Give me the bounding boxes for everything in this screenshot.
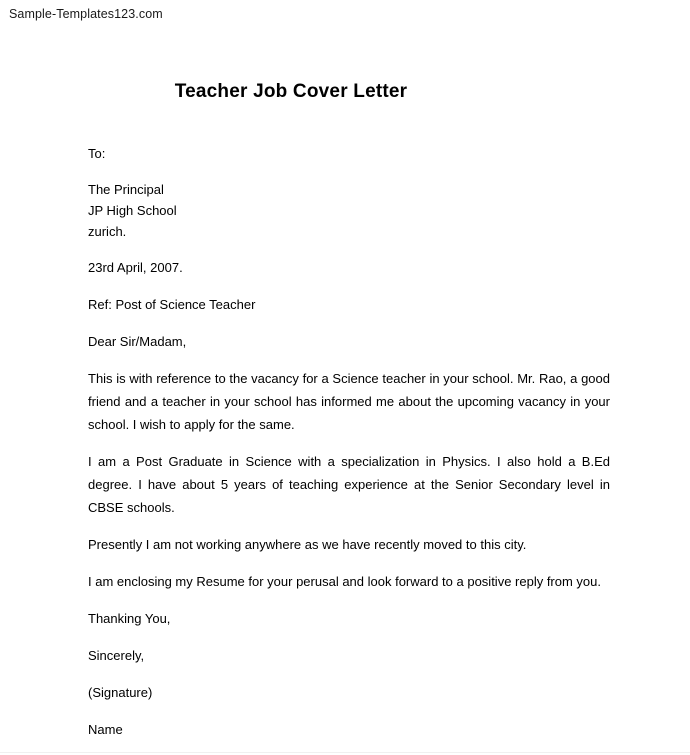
- site-watermark: Sample-Templates123.com: [9, 7, 163, 21]
- body-paragraph-1: This is with reference to the vacancy for a Science teacher in your school. Mr. Rao, a good friend and a teacher in your school has informed me about the upcoming vacancy in your school. I wish to apply for the same.: [88, 371, 610, 432]
- letter-reference: Ref: Post of Science Teacher: [88, 297, 256, 312]
- closing-sign-off: Sincerely,: [88, 648, 145, 663]
- closing-thanks: Thanking You,: [88, 611, 171, 626]
- signature-placeholder: (Signature): [88, 685, 153, 700]
- body-paragraph-2: I am a Post Graduate in Science with a specialization in Physics. I also hold a B.Ed degree. I have about 5 years of teaching experience at the Senior Secondary level in CBSE schools.: [88, 454, 610, 515]
- recipient-line-2: JP High School: [88, 203, 177, 218]
- recipient-to-label: To:: [88, 146, 106, 161]
- recipient-line-3: zurich.: [88, 224, 127, 239]
- page-title: Teacher Job Cover Letter: [174, 81, 408, 102]
- body-paragraph-3: Presently I am not working anywhere as we have recently moved to this city.: [88, 537, 527, 552]
- recipient-line-1: The Principal: [88, 182, 164, 197]
- letter-greeting: Dear Sir/Madam,: [88, 334, 187, 349]
- body-paragraph-4: I am enclosing my Resume for your perusal and look forward to a positive reply from you.: [88, 574, 602, 589]
- letter-date: 23rd April, 2007.: [88, 260, 183, 275]
- recipient-address: [88, 179, 610, 242]
- sender-name: Name: [88, 722, 123, 737]
- letter-body: [88, 142, 610, 755]
